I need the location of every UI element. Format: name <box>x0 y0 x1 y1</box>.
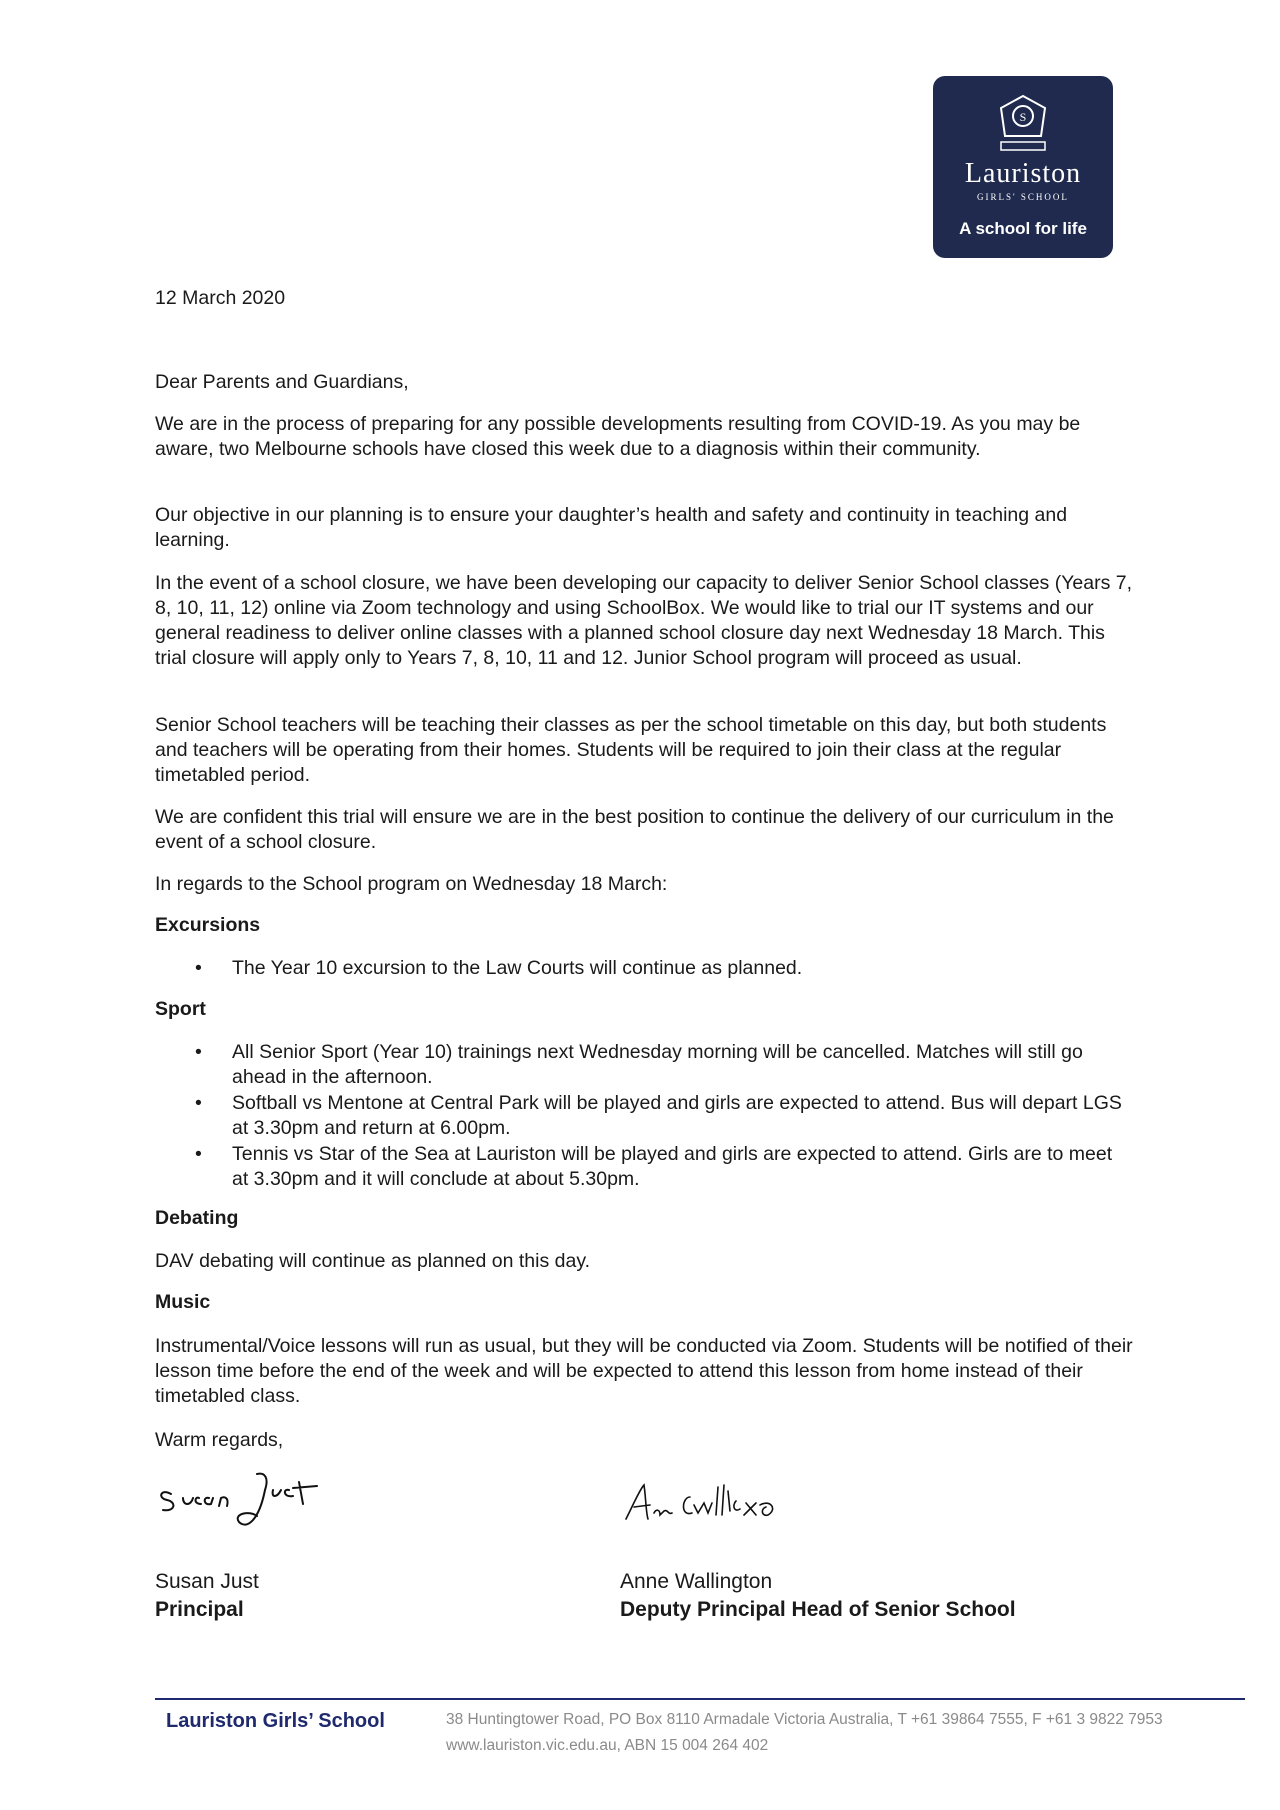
heading-excursions: Excursions <box>155 914 261 936</box>
heading-music: Music <box>155 1291 211 1313</box>
signatory-title: Deputy Principal Head of Senior School <box>620 1598 1016 1621</box>
heading-sport: Sport <box>155 998 206 1020</box>
paragraph-1: We are in the process of preparing for any possible developments resulting from COVID-19. As you may be aware, two Melbourne schools have closed this week due to a diagnosis within their community. <box>155 413 1081 460</box>
signature-susan-just <box>153 1468 333 1538</box>
list-item-text: Softball vs Mentone at Central Park will be played and girls are expected to attend. Bus will depart LGS at 3.30pm and return at 6.00pm. <box>232 1092 1122 1139</box>
crest-icon <box>995 94 1051 158</box>
logo-tagline: A school for life <box>959 219 1087 238</box>
debating-text: DAV debating will continue as planned on this day. <box>155 1250 591 1272</box>
salutation: Dear Parents and Guardians, <box>155 371 409 393</box>
logo-subtitle: GIRLS' SCHOOL <box>977 192 1069 202</box>
paragraph-6: In regards to the School program on Wednesday 18 March: <box>155 873 668 895</box>
footer-address-line: 38 Huntingtower Road, PO Box 8110 Armadale Victoria Australia, T +61 39864 7555, F +61 3 9822 7953 <box>446 1711 1163 1728</box>
footer-school-name: Lauriston Girls’ School <box>166 1710 385 1732</box>
paragraph-5: We are confident this trial will ensure we are in the best position to continue the delivery of our curriculum in the event of a school closure. <box>155 806 1114 853</box>
bullet-icon: • <box>195 1041 202 1063</box>
paragraph-3: In the event of a school closure, we have been developing our capacity to deliver Senior School classes (Years 7, 8, 10, 11, 12) online via Zoom technology and using SchoolBox. We would like to trial our IT systems and our general readiness to deliver online classes with a planned school closure day next Wednesday 18 March. This trial closure will apply only to Years 7, 8, 10, 11 and 12. Junior School program will proceed as usual. <box>155 572 1133 669</box>
footer-divider <box>155 1698 1245 1700</box>
svg-text:S: S <box>1019 110 1027 124</box>
bullet-icon: • <box>195 957 202 979</box>
signatory-name: Susan Just <box>155 1570 259 1593</box>
list-item-text: Tennis vs Star of the Sea at Lauriston will be played and girls are expected to attend. Girls are to meet at 3.30pm and it will conclude at about 5.30pm. <box>232 1143 1113 1190</box>
paragraph-4: Senior School teachers will be teaching their classes as per the school timetable on this day, but both students and teachers will be operating from their homes. Students will be required to join their class at the regular timetabled period. <box>155 714 1107 786</box>
bullet-icon: • <box>195 1143 202 1165</box>
school-logo <box>933 76 1113 258</box>
list-item-text: The Year 10 excursion to the Law Courts will continue as planned. <box>232 957 803 979</box>
footer-address <box>446 1707 1163 1759</box>
signature-anne-wallington <box>620 1475 810 1535</box>
heading-debating: Debating <box>155 1207 239 1229</box>
logo-name: Lauriston <box>964 158 1082 189</box>
signatory-title: Principal <box>155 1598 244 1621</box>
music-text: Instrumental/Voice lessons will run as usual, but they will be conducted via Zoom. Students will be notified of their lesson time before the end of the week and will be expected to attend this lesson from home instead of their timetabled class. <box>155 1335 1133 1407</box>
letter-date: 12 March 2020 <box>155 287 286 309</box>
paragraph-2: Our objective in our planning is to ensure your daughter’s health and safety and continuity in teaching and learning. <box>155 504 1068 551</box>
footer-website: www.lauriston.vic.edu.au, ABN 15 004 264 402 <box>446 1737 769 1754</box>
list-item-text: All Senior Sport (Year 10) trainings next Wednesday morning will be cancelled. Matches will still go ahead in the afternoon. <box>232 1041 1083 1088</box>
signatory-name: Anne Wallington <box>620 1570 773 1593</box>
bullet-icon: • <box>195 1092 202 1114</box>
closing: Warm regards, <box>155 1429 284 1451</box>
